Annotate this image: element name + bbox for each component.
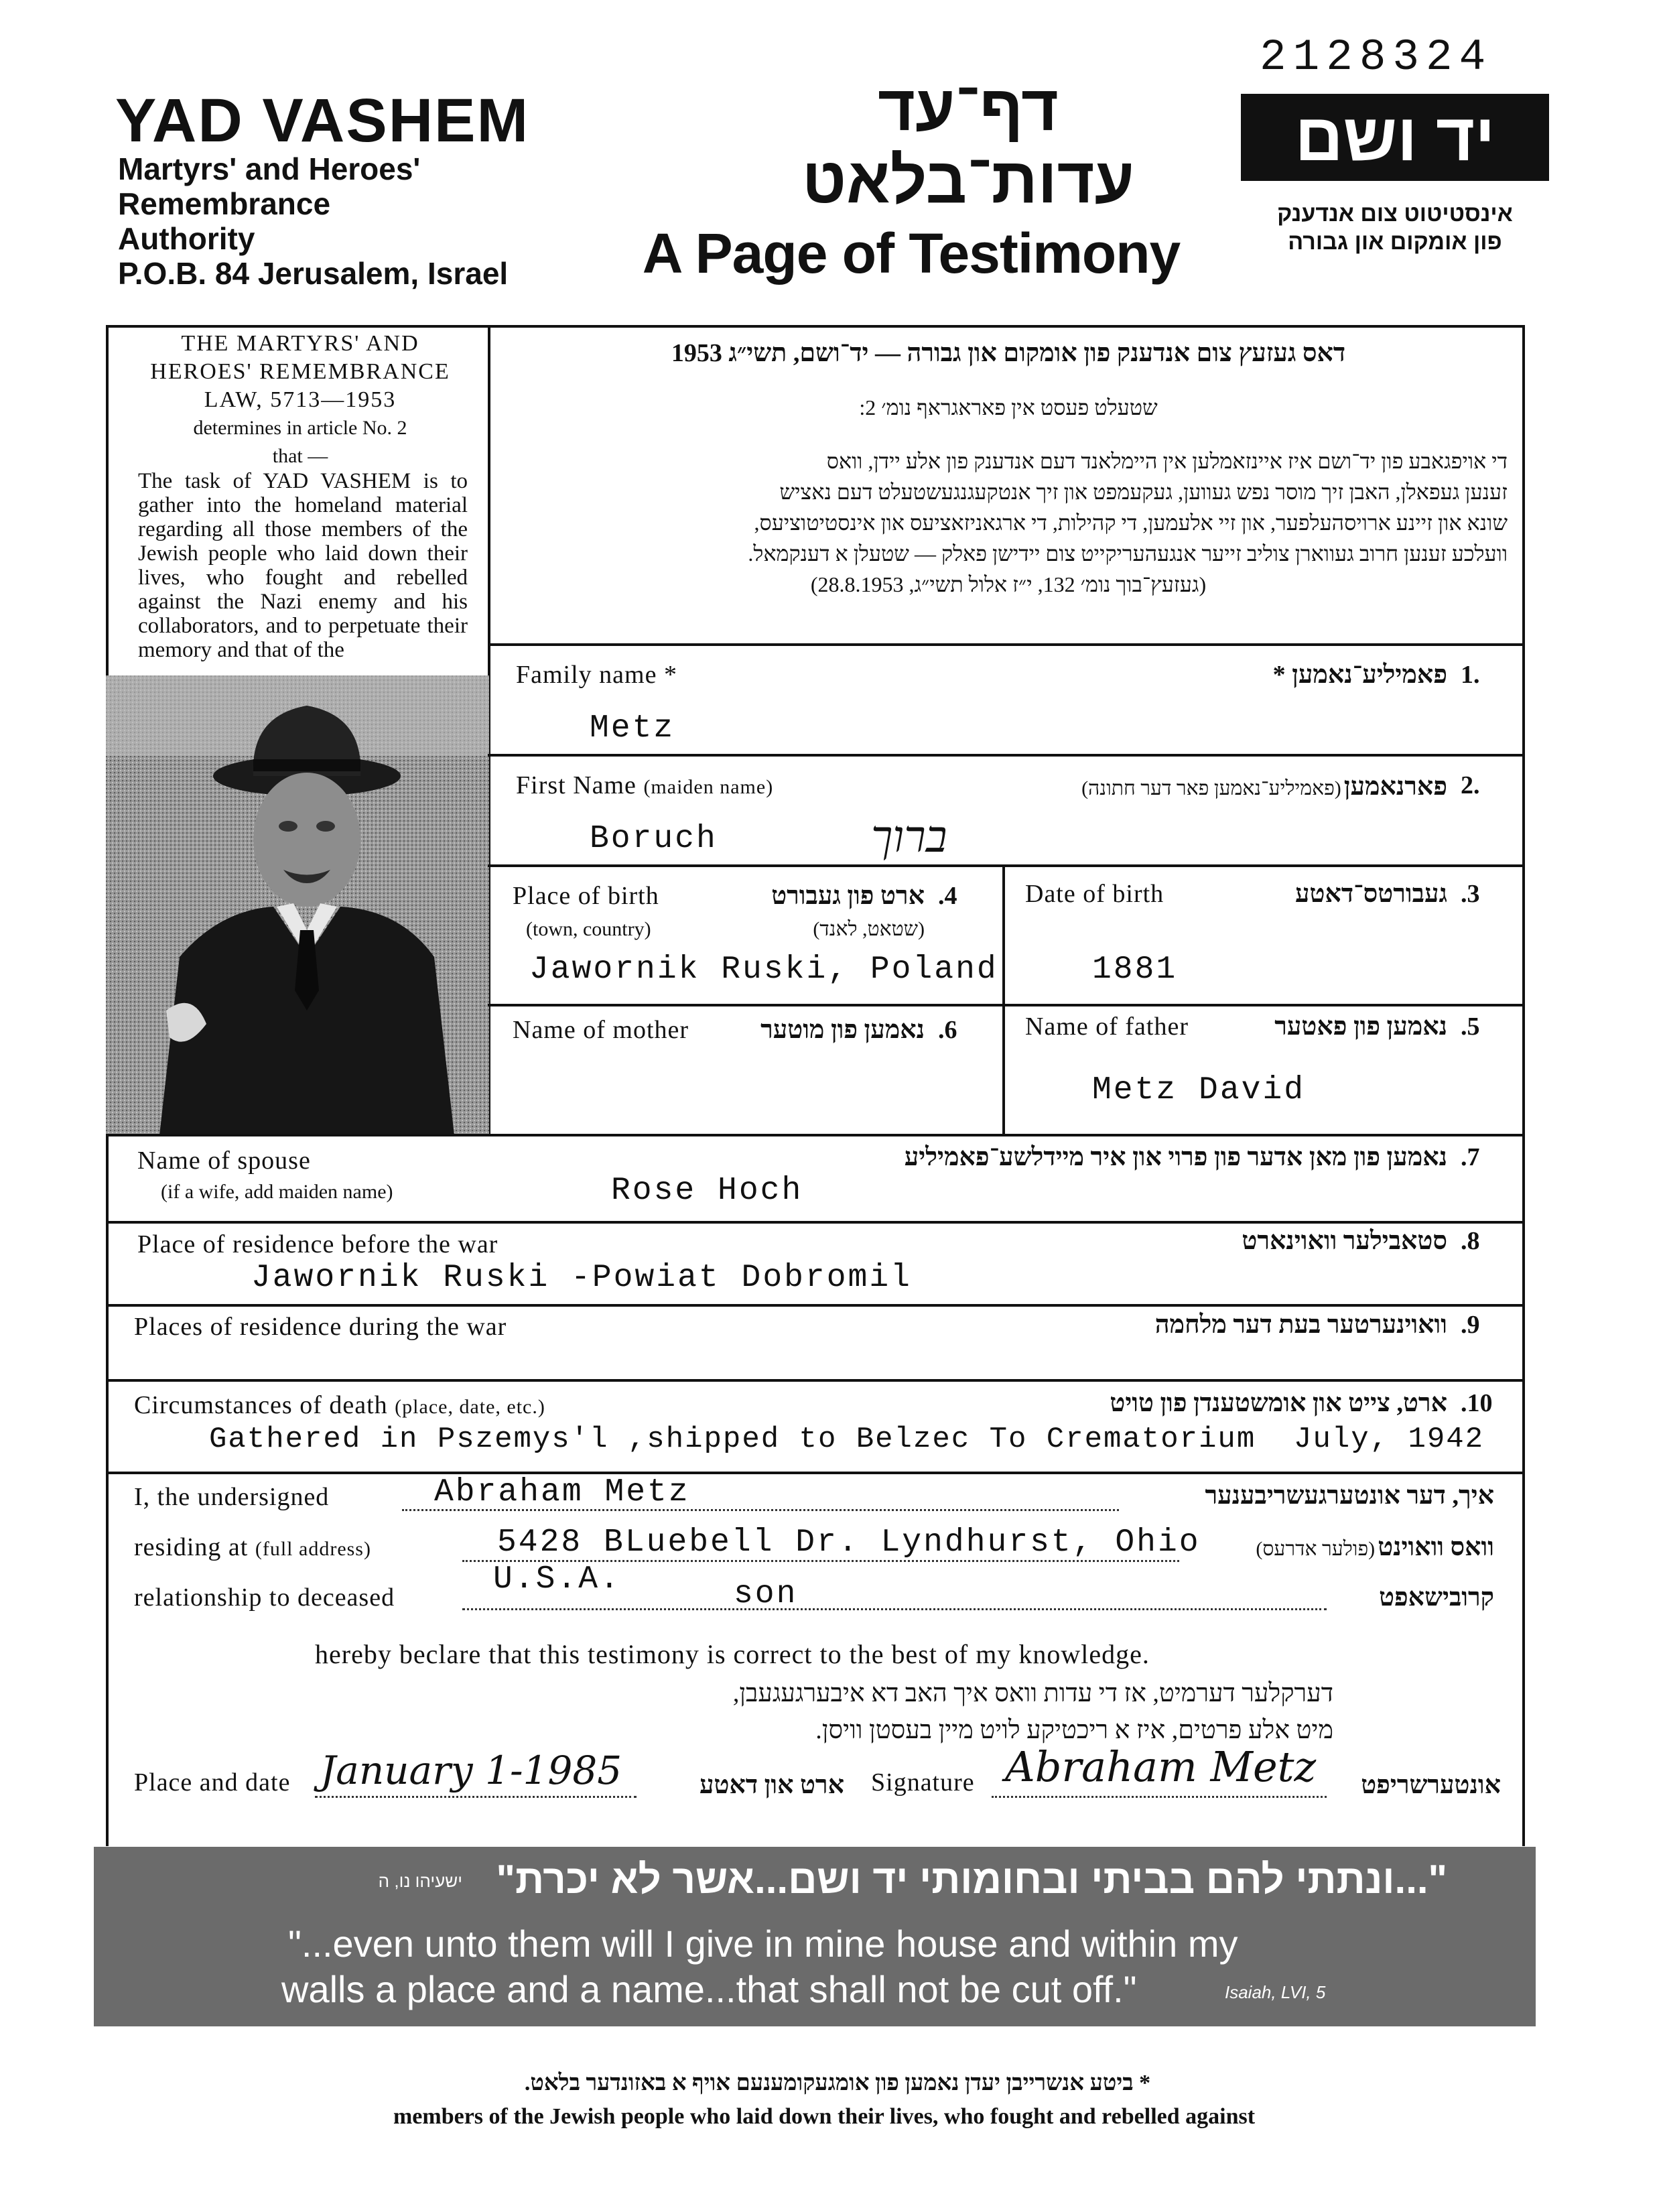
undersigned-value[interactable]: Abraham Metz (434, 1474, 690, 1510)
circumstances-label (134, 1390, 545, 1420)
residence-before-label: Place of residence before the war (137, 1230, 498, 1258)
first-name-hebrew-wrap (992, 772, 1447, 801)
org-subtitle (118, 151, 508, 291)
residence-before-number: .8 (1461, 1227, 1480, 1255)
org-address: P.O.B. 84 Jerusalem, Israel (118, 256, 509, 291)
spouse-hebrew: נאמען פון מאן אדער פון פרוי און איר מיידלשע־פאמיליע (904, 1143, 1447, 1171)
banner-ref: Isaiah, LVI, 5 (1225, 1982, 1326, 2002)
family-name-value[interactable]: Metz (590, 710, 675, 746)
law-box-heading (119, 330, 481, 470)
residing-hebrew-sub: (פולער אדרעס) (1256, 1538, 1376, 1560)
family-name-label: Family name * (516, 661, 677, 689)
father-name-number: .5 (1461, 1013, 1480, 1041)
hebrew-law-line-6: וועלכע זענען חרוב געווארן צוליב זייער אנגעהעריקייט צום יידישן פאלק — שטעלן א דענקמאל. (748, 541, 1508, 566)
first-name-label (516, 771, 773, 800)
relationship-label: relationship to deceased (134, 1583, 395, 1612)
law-title-2: HEROES' REMEMBRANCE (150, 359, 450, 384)
relationship-hebrew: קרובישאפט (1379, 1583, 1494, 1612)
signature-hebrew: אונטערשריפט (1361, 1771, 1501, 1799)
first-name-handwritten: ברוך (871, 811, 947, 862)
place-of-birth-sub: (town, country) (526, 918, 651, 940)
org-line-3: Authority (118, 221, 255, 256)
residence-during-number: .9 (1461, 1311, 1480, 1339)
circumstances-value[interactable]: Gathered in Pszemys'l ,shipped to Belzec To Crematorium July, 1942 (209, 1423, 1485, 1456)
law-title-4: determines in article No. 2 (193, 417, 407, 439)
place-date-label: Place and date (134, 1768, 291, 1797)
family-name-number: 1. (1461, 661, 1480, 689)
residing-label-text: residing at (134, 1533, 249, 1561)
mother-name-label: Name of mother (513, 1016, 689, 1044)
declaration-hebrew-2: מיט אלע פרטים, איז א ריכטיקע לויט מיין בעסטן וויסן. (815, 1716, 1333, 1744)
law-box-body: The task of YAD VASHEM is to gather into the homeland material regarding all those members of the Jewish people who laid down their lives, who fought and rebelled against the Nazi enemy and his collaborators, and to perpetuate their memory and that of the (138, 469, 468, 662)
portrait-photo (106, 675, 489, 1135)
father-name-label: Name of father (1025, 1013, 1189, 1041)
logo-sub-1: אינסטיטוט צום אנדענק (1277, 201, 1513, 226)
circumstances-number: .10 (1461, 1389, 1493, 1417)
residing-value[interactable]: 5428 BLuebell Dr. Lyndhurst, Ohio (497, 1524, 1201, 1561)
hebrew-law-line-7: (געזעץ־בוך נומ׳ 132, י״ז אלול תשי״ג, 28.8.1953) (810, 572, 1207, 596)
place-of-birth-value[interactable]: Jawornik Ruski, Poland (529, 952, 998, 988)
law-title-5: that — (272, 445, 328, 467)
banner-line-2: walls a place and a name...that shall not be cut off." (281, 1968, 1137, 2010)
declaration-english: hereby beclare that this testimony is correct to the best of my knowledge. (315, 1639, 1150, 1669)
spouse-value[interactable]: Rose Hoch (611, 1173, 803, 1209)
residence-before-hebrew: סטאבילער וואוינארט (1242, 1227, 1447, 1255)
first-name-hebrew: פארנאמען (1343, 773, 1447, 801)
spouse-label: Name of spouse (137, 1147, 311, 1175)
quote-banner (94, 1847, 1536, 2026)
place-date-hebrew: ארט און דאטע (699, 1771, 844, 1799)
spouse-number: .7 (1461, 1143, 1480, 1171)
place-of-birth-hebrew-sub: (שטאט, לאנד) (813, 918, 925, 940)
mother-name-number: .6 (938, 1016, 957, 1044)
father-name-hebrew: נאמען פון פאטער (1274, 1013, 1447, 1041)
hebrew-law-line-2: שטעלט פעסט אין פאראגראף נומ׳ 2: (859, 395, 1158, 419)
mother-name-hebrew: נאמען פון מוטער (760, 1016, 925, 1044)
footnote-hebrew: * ביטע אנשרייבן יעדן נאמען פון אומגעקומענעם אויף א באזונדער בלאט. (524, 2071, 1151, 2095)
circumstances-label-sub: (place, date, etc.) (395, 1396, 545, 1418)
spouse-label-sub: (if a wife, add maiden name) (161, 1181, 393, 1203)
first-name-label-text: First Name (516, 771, 637, 799)
circumstances-hebrew: ארט, צייט און אומשטענדן פון טויט (1110, 1389, 1447, 1417)
document-number: 2128324 (1260, 32, 1493, 82)
banner-hebrew-ref: ישעיהו נו, ה (378, 1871, 462, 1891)
declaration-hebrew-1: דערקלער דערמיט, אז די עדות וואס איך האב דא איבערגעגעבן, (732, 1679, 1333, 1707)
law-title-1: THE MARTYRS' AND (181, 331, 419, 356)
place-of-birth-hebrew: ארט פון געבורט (771, 882, 925, 910)
residence-before-value[interactable]: Jawornik Ruski -Powiat Dobromil (251, 1260, 912, 1296)
org-title: YAD VASHEM (115, 86, 530, 155)
signature-value[interactable]: Abraham Metz (1005, 1742, 1317, 1791)
date-of-birth-hebrew: געבורטס־דאטע (1295, 880, 1447, 908)
place-of-birth-label: Place of birth (513, 882, 659, 910)
relationship-value[interactable]: son (734, 1576, 798, 1612)
footnote-english: members of the Jewish people who laid down their lives, who fought and rebelled against (393, 2104, 1256, 2129)
residing-label-sub: (full address) (255, 1538, 371, 1560)
hebrew-title-2: עדות־בלאט (802, 145, 1134, 216)
country-value[interactable]: U.S.A. (493, 1561, 621, 1598)
logo-sub-2: פון אומקום און גבורה (1288, 229, 1502, 255)
circumstances-label-text: Circumstances of death (134, 1391, 388, 1419)
date-of-birth-label: Date of birth (1025, 880, 1164, 908)
first-name-hebrew-sub: (פאמיליע־נאמען פאר דער חתונה) (1081, 777, 1341, 799)
place-of-birth-number: .4 (938, 882, 957, 910)
first-name-value[interactable]: Boruch (590, 821, 718, 857)
hebrew-law-line-4: זענען געפאלן, האבן זיך מוסר נפש געווען, געקעמפט און זיך אנטקעגנגעשטעלט דעם נאציש (779, 480, 1508, 504)
hebrew-law-paragraph (509, 446, 1508, 600)
place-date-value[interactable]: January 1-1985 (320, 1748, 622, 1793)
page-title: A Page of Testimony (642, 222, 1181, 285)
hebrew-law-line-3: די אויפגאבע פון יד־ושם איז איינזאמלען אין היימלאנד דעם אנדענק פון אלע יידן, וואס (826, 449, 1508, 473)
hebrew-title-1: דף־עד (878, 72, 1059, 144)
date-of-birth-value[interactable]: 1881 (1092, 952, 1178, 988)
residence-during-hebrew: וואוינערטער בעת דער מלחמה (1154, 1311, 1447, 1339)
family-name-hebrew: פאמיליע־נאמען * (1272, 661, 1447, 689)
hebrew-law-line-5: שונא און זיינע ארויסהעלפער, און זיי אלעמען, די קהילות, די ארגאניזאציעס און אינסטיטוציעס, (754, 511, 1508, 535)
signature-label: Signature (871, 1768, 975, 1797)
undersigned-label: I, the undersigned (134, 1483, 330, 1511)
yad-vashem-logo: יד ושם (1241, 94, 1549, 181)
undersigned-hebrew: איך, דער אונטערגעשריבענער (1205, 1482, 1494, 1510)
banner-hebrew: "...ונתתי להם בביתי ובחומותי יד ושם...אשר לא יכרת" (496, 1857, 1447, 1902)
date-of-birth-number: .3 (1461, 880, 1480, 908)
org-line-1: Martyrs' and Heroes' (118, 151, 421, 186)
banner-line-1: "...even unto them will I give in mine house and within my (288, 1923, 1238, 1965)
first-name-number: 2. (1461, 771, 1480, 799)
first-name-label-sub: (maiden name) (643, 776, 774, 798)
residing-label (134, 1533, 371, 1562)
residing-hebrew: וואס וואוינט (1378, 1533, 1494, 1561)
residence-during-label: Places of residence during the war (134, 1313, 507, 1341)
org-line-2: Remembrance (118, 186, 331, 221)
hebrew-law-line-1: דאס געזעץ צום אנדענק פון אומקום און גבורה — יד־ושם, תשי״ג 1953 (671, 339, 1346, 367)
law-title-3: LAW, 5713—1953 (204, 387, 397, 412)
residing-hebrew-wrap (1179, 1533, 1494, 1562)
father-name-value[interactable]: Metz David (1092, 1072, 1306, 1108)
